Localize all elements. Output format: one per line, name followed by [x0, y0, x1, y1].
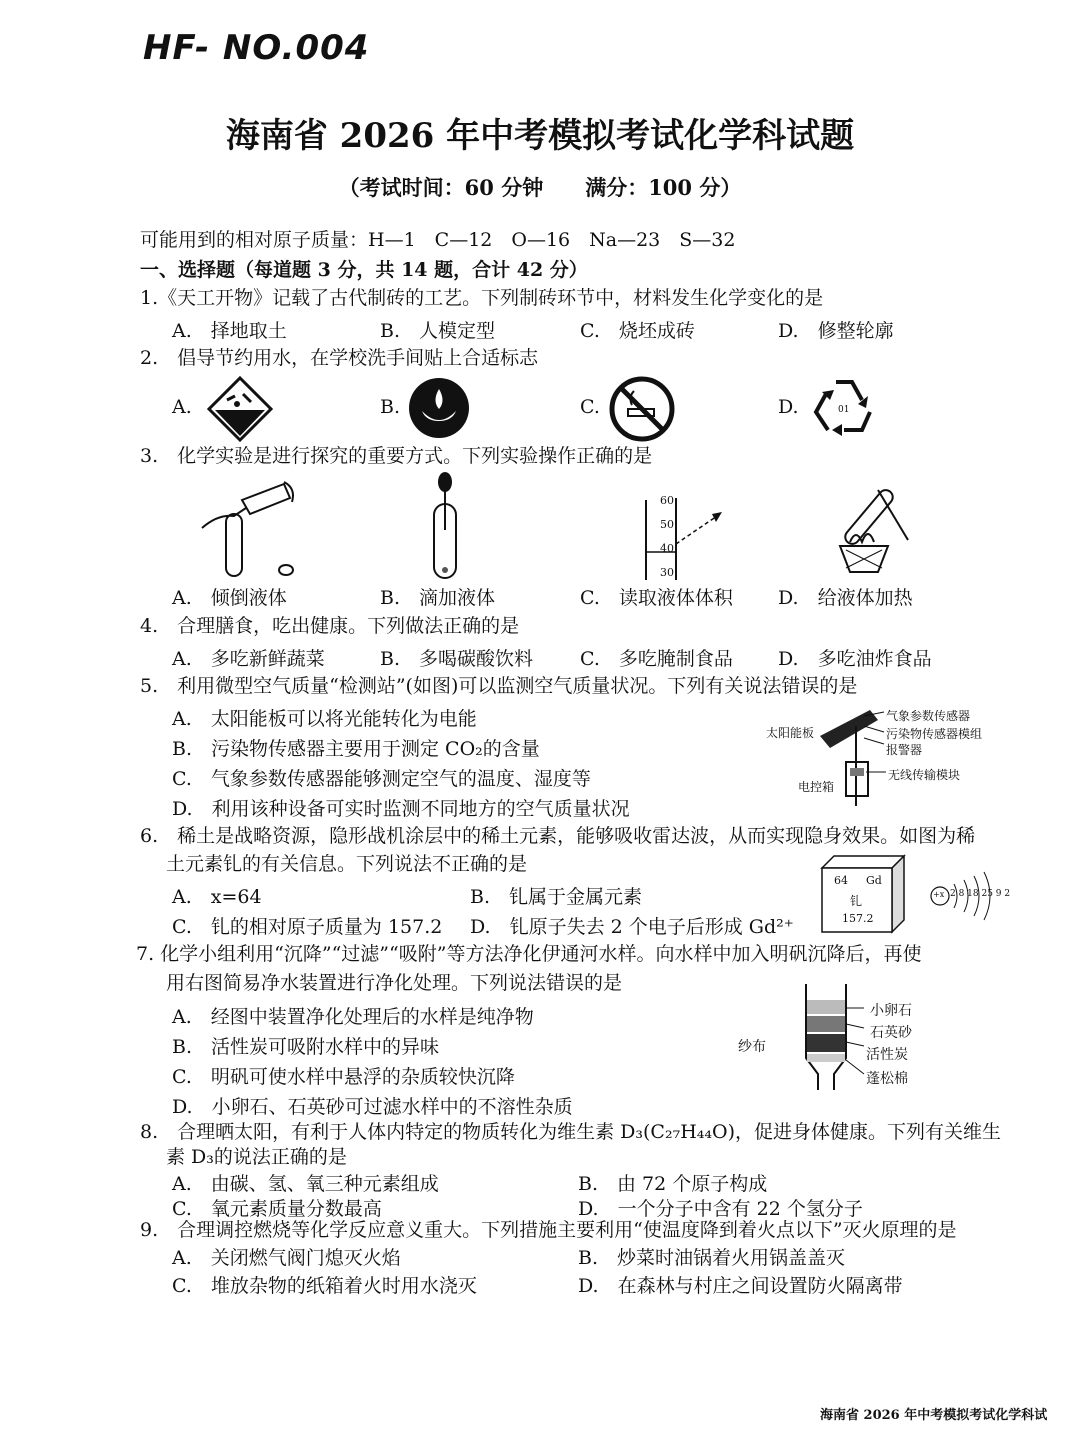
- question-8-option-b: B. 由 72 个原子构成: [578, 1173, 768, 1195]
- label-pollutant-sensor: 污染物传感器模组: [886, 727, 983, 741]
- cylinder-tick-40: 40: [660, 542, 674, 555]
- pouring-liquid-figure: [198, 474, 308, 582]
- question-9-option-a: A. 关闭燃气阀门熄灭火焰: [172, 1247, 401, 1269]
- measuring-cylinder-figure: [640, 494, 730, 582]
- question-2-option-b: B.: [380, 396, 401, 418]
- question-8-option-c: C. 氧元素质量分数最高: [172, 1198, 382, 1220]
- question-4-option-c: C. 多吃腌制食品: [580, 648, 733, 670]
- question-9-stem: 9. 合理调控燃烧等化学反应意义重大。下列措施主要利用“使温度降到着火点以下”灭火原理的是: [140, 1219, 957, 1241]
- cylinder-tick-60: 60: [660, 494, 674, 507]
- corrosive-sign-icon: [207, 376, 273, 442]
- question-5-option-d: D. 利用该种设备可实时监测不同地方的空气质量状况: [172, 798, 630, 820]
- exam-subtitle: （考试时间：60 分钟 满分：100 分）: [338, 175, 742, 200]
- question-4-option-b: B. 多喝碳酸饮料: [380, 648, 534, 670]
- element-mass: 157.2: [842, 912, 874, 925]
- question-9-option-b: B. 炒菜时油锅着火用锅盖盖灭: [578, 1247, 846, 1269]
- question-1-option-a: A. 择地取土: [172, 320, 287, 342]
- question-6-option-b: B. 钆属于金属元素: [470, 886, 643, 908]
- page-footer: 海南省 2026 年中考模拟考试化学科试: [820, 1408, 1048, 1423]
- label-cotton: 蓬松棉: [866, 1071, 908, 1087]
- question-2-option-d: D.: [778, 396, 799, 418]
- question-1-option-b: B. 人模定型: [380, 320, 496, 342]
- question-8-option-a: A. 由碳、氢、氧三种元素组成: [172, 1173, 439, 1195]
- question-7-option-d: D. 小卵石、石英砂可过滤水样中的不溶性杂质: [172, 1096, 573, 1118]
- question-9-option-c: C. 堆放杂物的纸箱着火时用水浇灭: [172, 1275, 477, 1297]
- question-3-option-d: D. 给液体加热: [778, 587, 913, 609]
- no-smoking-sign-icon: [608, 375, 676, 443]
- atomic-masses: 可能用到的相对原子质量：H—1 C—12 O—16 Na—23 S—32: [140, 229, 736, 251]
- question-7-option-a: A. 经图中装置净化处理后的水样是纯净物: [172, 1006, 534, 1028]
- question-5-stem: 5. 利用微型空气质量“检测站”(如图)可以监测空气质量状况。下列有关说法错误的是: [140, 675, 858, 697]
- question-6-option-c: C. 钆的相对原子质量为 157.2: [172, 916, 443, 938]
- svg-text:01: 01: [838, 405, 850, 415]
- water-saving-sign-icon: [408, 377, 470, 439]
- question-4-option-d: D. 多吃油炸食品: [778, 648, 932, 670]
- question-1-option-c: C. 烧坯成砖: [580, 320, 695, 342]
- label-solar-panel: 太阳能板: [766, 726, 815, 740]
- question-7-option-b: B. 活性炭可吸附水样中的异味: [172, 1036, 440, 1058]
- label-gauze: 纱布: [738, 1039, 766, 1055]
- atom-nucleus: +x: [933, 890, 945, 899]
- question-3-option-b: B. 滴加液体: [380, 587, 496, 609]
- element-number: 64: [834, 874, 848, 887]
- question-5-option-b: B. 污染物传感器主要用于测定 CO₂的含量: [172, 738, 540, 760]
- question-8-stem-line1: 8. 合理晒太阳，有利于人体内特定的物质转化为维生素 D₃(C₂₇H₄₄O)，促进身体健康。下列有关维生: [140, 1121, 1001, 1143]
- question-7-stem-line2: 用右图简易净水装置进行净化处理。下列说法错误的是: [166, 972, 623, 994]
- label-pebbles: 小卵石: [870, 1003, 912, 1019]
- question-6-option-a: A. x=64: [172, 886, 262, 908]
- element-name: 钆: [850, 894, 863, 908]
- question-8-option-d: D. 一个分子中含有 22 个氢分子: [578, 1198, 863, 1220]
- question-9-option-d: D. 在森林与村庄之间设置防火隔离带: [578, 1275, 903, 1297]
- question-2-option-c: C.: [580, 396, 600, 418]
- section-heading: 一、选择题（每道题 3 分，共 14 题，合计 42 分）: [140, 259, 588, 281]
- cylinder-tick-50: 50: [660, 518, 674, 531]
- label-control-box: 电控箱: [798, 780, 835, 794]
- question-6-stem-line2: 土元素钆的有关信息。下列说法不正确的是: [166, 853, 528, 875]
- question-4-stem: 4. 合理膳食，吃出健康。下列做法正确的是: [140, 615, 520, 637]
- question-3-option-c: C. 读取液体体积: [580, 587, 733, 609]
- label-quartz-sand: 石英砂: [870, 1025, 912, 1041]
- question-8-stem-line2: 素 D₃的说法正确的是: [166, 1146, 347, 1168]
- heating-liquid-figure: [818, 480, 914, 582]
- question-2-option-a: A.: [172, 396, 192, 418]
- question-2-stem: 2. 倡导节约用水，在学校洗手间贴上合适标志: [140, 347, 539, 369]
- question-3-option-a: A. 倾倒液体: [172, 587, 287, 609]
- question-5-option-c: C. 气象参数传感器能够测定空气的温度、湿度等: [172, 768, 591, 790]
- question-6-option-d: D. 钆原子失去 2 个电子后形成 Gd²⁺: [470, 916, 794, 938]
- question-5-option-a: A. 太阳能板可以将光能转化为电能: [172, 708, 477, 730]
- question-7-option-c: C. 明矾可使水样中悬浮的杂质较快沉降: [172, 1066, 515, 1088]
- question-1-option-d: D. 修整轮廓: [778, 320, 894, 342]
- question-7-stem-line1: 7. 化学小组利用“沉降”“过滤”“吸附”等方法净化伊通河水样。向水样中加入明矾沉降后，再使: [136, 943, 922, 965]
- question-3-stem: 3. 化学实验是进行探究的重要方式。下列实验操作正确的是: [140, 445, 653, 467]
- label-alarm: 报警器: [886, 743, 923, 757]
- question-1-stem: 1.《天工开物》记载了古代制砖的工艺。下列制砖环节中，材料发生化学变化的是: [140, 287, 824, 309]
- label-weather-sensor: 气象参数传感器: [886, 709, 971, 723]
- question-4-option-a: A. 多吃新鲜蔬菜: [172, 648, 325, 670]
- paper-code: HF- NO.004: [143, 28, 370, 68]
- label-wireless-module: 无线传输模块: [888, 768, 961, 782]
- exam-title: 海南省 2026 年中考模拟考试化学科试题: [225, 116, 855, 156]
- label-activated-carbon: 活性炭: [866, 1047, 908, 1063]
- atom-electron-shells: 2 8 18 25 9 2: [950, 889, 1011, 899]
- cylinder-tick-30: 30: [660, 566, 674, 579]
- recycle-sign-icon: [808, 374, 880, 440]
- element-symbol: Gd: [866, 874, 882, 887]
- dropper-figure: [426, 470, 466, 582]
- question-6-stem-line1: 6. 稀土是战略资源，隐形战机涂层中的稀土元素，能够吸收雷达波，从而实现隐身效果。如图为稀: [140, 825, 976, 847]
